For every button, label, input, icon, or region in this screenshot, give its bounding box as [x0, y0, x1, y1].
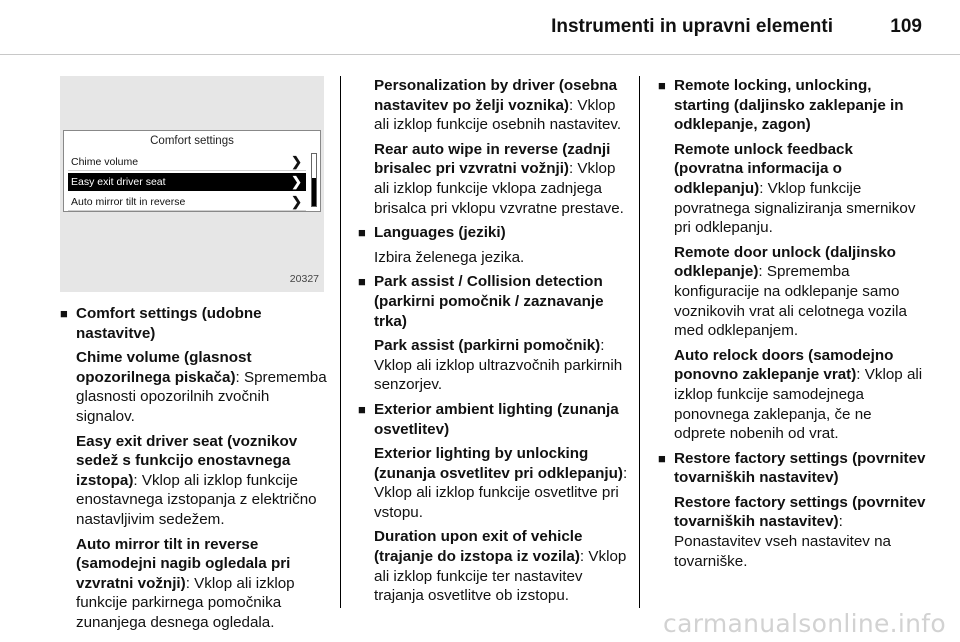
setting-desc: : Vklop ali izklop funkcije osvetlitve pri vstopu.: [374, 464, 628, 521]
item-title: Park assist / Collision detection (parkirni pomočnik / zaznavanje trka): [374, 273, 604, 330]
bullet-remote-locking: [658, 76, 926, 444]
item-title: Languages (jeziki): [374, 224, 506, 242]
setting-personalization: [358, 76, 628, 135]
setting-desc: : Vklop ali izklop funkcije osebnih nastavitev.: [374, 96, 622, 134]
bullet-square-icon: ■: [60, 306, 68, 321]
screen-row-label: Easy exit driver seat: [71, 176, 166, 188]
setting-desc: : Sprememba konfiguracije na odklepanje samo voznikovih vrat ali celotnega vozila med odklepanjem.: [674, 263, 907, 340]
setting-term: Exterior lighting by unlocking (zunanja osvetlitev pri odklepanju): [374, 445, 623, 482]
setting-mirror-tilt: [60, 535, 330, 633]
setting-term: Remote unlock feedback (povratna informacija o odklepanju): [674, 140, 853, 197]
bullet-square-icon: ■: [358, 274, 366, 290]
setting-desc: : Vklop ali izklop ultrazvočnih parkirnih senzorjev.: [374, 337, 623, 394]
screen-row-mirror-tilt: [68, 193, 306, 211]
screen-title: Comfort settings: [150, 135, 234, 147]
screen-scrollbar-thumb: [312, 178, 316, 206]
setting-term: Remote door unlock (daljinsko odklepanje): [674, 243, 896, 281]
chevron-right-icon: ❯: [291, 154, 302, 169]
setting-desc: : Vklop ali izklop funkcije vklopa zadnjega brisalca pri vklopu vzvratne prestave.: [374, 160, 624, 217]
setting-term: Rear auto wipe in reverse (zadnji brisalec pri vzvratni vožnji): [374, 140, 611, 178]
screen-row-chime-volume: [68, 153, 306, 171]
screen-row-easy-exit: [68, 173, 306, 191]
setting-rear-wipe: [358, 140, 628, 218]
comfort-settings-figure: [60, 76, 324, 292]
chevron-right-icon: ❯: [291, 174, 302, 189]
page-number: 109: [890, 16, 922, 37]
screen-row-label: Chime volume: [71, 156, 139, 168]
setting-park-assist: [374, 336, 628, 395]
display-screen: [63, 130, 321, 212]
page-title: Instrumenti in upravni elementi: [551, 16, 833, 37]
setting-restore-factory: [674, 493, 926, 571]
setting-exterior-unlock: [374, 444, 628, 522]
bullet-exterior-lighting: [358, 400, 628, 606]
bullet-square-icon: ■: [358, 225, 366, 241]
setting-term: Park assist (parkirni pomočnik): [374, 337, 601, 355]
setting-term: Restore factory settings (povrnitev tovarniških nastavitev): [674, 493, 926, 531]
setting-chime-volume: [60, 348, 330, 426]
column-1: [60, 76, 330, 638]
bullet-comfort-settings: [60, 304, 330, 343]
setting-term: Auto mirror tilt in reverse (samodejni nagib ogledala pri vzvratni vožnji): [76, 535, 291, 592]
figure-number: 20327: [289, 273, 319, 286]
setting-term: Easy exit driver seat (voznikov sedež s funkcijo enostavnega izstopa): [76, 432, 298, 489]
chevron-right-icon: ❯: [291, 194, 302, 209]
column-divider-2: [639, 76, 640, 608]
setting-desc: : Ponastavitev vseh nastavitev na tovarniške.: [674, 513, 891, 570]
screen-scrollbar: [311, 153, 317, 207]
bullet-square-icon: ■: [658, 450, 666, 466]
setting-term: Personalization by driver (osebna nastavitev po želji voznika): [374, 77, 618, 114]
bullet-square-icon: ■: [658, 78, 666, 93]
setting-desc: : Vklop ali izklop funkcije enostavnega izstopanja z električno nastavljivim sedežem.: [76, 471, 317, 528]
column-2: [358, 76, 628, 611]
item-title: Restore factory settings (povrnitev tovarniških nastavitev): [674, 449, 926, 487]
setting-auto-relock: [674, 346, 926, 444]
setting-desc: : Vklop ali izklop funkcije parkirnega pomočnika zunanjega desnega ogledala.: [76, 574, 295, 631]
setting-desc: : Vklop funkcije povratnega signaliziranja smernikov pri odklepanju.: [674, 179, 916, 237]
item-desc: Izbira želenega jezika.: [374, 248, 525, 266]
watermark: carmanualsonline.info: [663, 609, 946, 638]
setting-easy-exit: [60, 432, 330, 530]
setting-term: Auto relock doors (samodejno ponovno zaklepanje vrat): [674, 346, 894, 384]
item-title: Comfort settings (udobne nastavitve): [76, 305, 262, 342]
setting-desc: : Vklop ali izklop funkcije samodejnega ponovnega zaklepanja, če ne odprete nobenih od vrat.: [674, 366, 923, 443]
setting-duration: [374, 527, 628, 605]
setting-door-unlock: [674, 243, 926, 341]
header-divider: [0, 54, 960, 55]
setting-term: Duration upon exit of vehicle (trajanje do izstopa iz vozila): [374, 528, 583, 566]
bullet-languages: [358, 223, 628, 267]
column-divider-1: [340, 76, 341, 608]
bullet-square-icon: ■: [358, 401, 366, 417]
bullet-restore-factory: [658, 449, 926, 572]
screen-row-label: Auto mirror tilt in reverse: [71, 196, 186, 208]
setting-term: Chime volume (glasnost opozorilnega piskača): [76, 349, 252, 386]
setting-unlock-feedback: [674, 140, 926, 238]
bullet-park-assist: [358, 272, 628, 395]
item-title: Remote locking, unlocking, starting (daljinsko zaklepanje in odklepanje, zagon): [674, 77, 904, 134]
setting-desc: : Sprememba glasnosti opozorilnih zvočnih signalov.: [76, 368, 327, 425]
column-3: [658, 76, 926, 576]
setting-desc: : Vklop ali izklop funkcije ter nastavitev trajanja osvetlitve ob izstopu.: [374, 548, 627, 605]
item-title: Exterior ambient lighting (zunanja osvetlitev): [374, 400, 619, 438]
